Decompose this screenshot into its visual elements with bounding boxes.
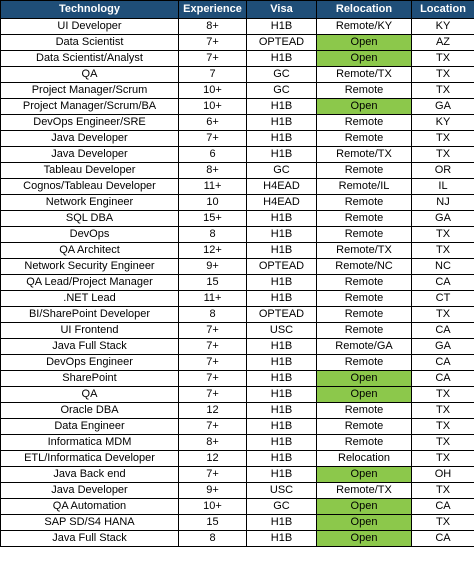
relocation-cell: Open — [317, 51, 412, 67]
location-cell: TX — [412, 515, 474, 531]
visa-cell: H1B — [247, 147, 317, 163]
relocation-cell: Open — [317, 515, 412, 531]
location-cell: TX — [412, 67, 474, 83]
visa-cell: H1B — [247, 387, 317, 403]
table-row — [1, 275, 474, 291]
technology-cell: Tableau Developer — [1, 163, 179, 179]
table-row — [1, 179, 474, 195]
experience-cell: 8+ — [179, 435, 247, 451]
relocation-cell: Remote/TX — [317, 243, 412, 259]
technology-cell: SQL DBA — [1, 211, 179, 227]
technology-cell: Java Full Stack — [1, 531, 179, 547]
visa-cell: H1B — [247, 355, 317, 371]
technology-cell: Java Developer — [1, 483, 179, 499]
technology-cell: QA — [1, 387, 179, 403]
location-cell: CA — [412, 323, 474, 339]
visa-cell: H4EAD — [247, 179, 317, 195]
relocation-cell: Remote — [317, 227, 412, 243]
relocation-cell: Remote/IL — [317, 179, 412, 195]
relocation-cell: Remote — [317, 435, 412, 451]
experience-cell: 7+ — [179, 371, 247, 387]
location-cell: AZ — [412, 35, 474, 51]
technology-cell: DevOps — [1, 227, 179, 243]
relocation-cell: Remote/GA — [317, 339, 412, 355]
visa-cell: OPTEAD — [247, 307, 317, 323]
table-row — [1, 163, 474, 179]
visa-cell: H1B — [247, 243, 317, 259]
table-row — [1, 435, 474, 451]
technology-cell: Data Scientist — [1, 35, 179, 51]
experience-cell: 8+ — [179, 163, 247, 179]
experience-cell: 6 — [179, 147, 247, 163]
header-technology: Technology — [1, 1, 179, 19]
location-cell: TX — [412, 147, 474, 163]
relocation-cell: Remote — [317, 163, 412, 179]
location-cell: GA — [412, 211, 474, 227]
experience-cell: 10+ — [179, 99, 247, 115]
visa-cell: USC — [247, 323, 317, 339]
visa-cell: H1B — [247, 435, 317, 451]
technology-cell: Data Scientist/Analyst — [1, 51, 179, 67]
technology-cell: Cognos/Tableau Developer — [1, 179, 179, 195]
experience-cell: 7+ — [179, 419, 247, 435]
relocation-cell: Remote — [317, 323, 412, 339]
visa-cell: H1B — [247, 515, 317, 531]
table-row — [1, 131, 474, 147]
experience-cell: 8 — [179, 227, 247, 243]
table-row — [1, 387, 474, 403]
visa-cell: H1B — [247, 99, 317, 115]
table-row — [1, 291, 474, 307]
table-row — [1, 419, 474, 435]
experience-cell: 15+ — [179, 211, 247, 227]
technology-cell: QA Lead/Project Manager — [1, 275, 179, 291]
header-row — [1, 1, 474, 19]
location-cell: OR — [412, 163, 474, 179]
visa-cell: H1B — [247, 51, 317, 67]
relocation-cell: Remote — [317, 355, 412, 371]
relocation-cell: Open — [317, 99, 412, 115]
visa-cell: H1B — [247, 19, 317, 35]
location-cell: TX — [412, 419, 474, 435]
relocation-cell: Open — [317, 531, 412, 547]
visa-cell: GC — [247, 83, 317, 99]
table-row — [1, 467, 474, 483]
technology-cell: QA — [1, 67, 179, 83]
experience-cell: 7+ — [179, 51, 247, 67]
experience-cell: 7+ — [179, 323, 247, 339]
experience-cell: 12 — [179, 451, 247, 467]
table-row — [1, 483, 474, 499]
location-cell: TX — [412, 403, 474, 419]
technology-cell: .NET Lead — [1, 291, 179, 307]
table-row — [1, 499, 474, 515]
experience-cell: 9+ — [179, 259, 247, 275]
location-cell: TX — [412, 243, 474, 259]
table-row — [1, 259, 474, 275]
experience-cell: 11+ — [179, 291, 247, 307]
location-cell: NJ — [412, 195, 474, 211]
table-row — [1, 371, 474, 387]
table-row — [1, 211, 474, 227]
location-cell: TX — [412, 51, 474, 67]
experience-cell: 7 — [179, 67, 247, 83]
location-cell: TX — [412, 483, 474, 499]
location-cell: TX — [412, 307, 474, 323]
header-location: Location — [412, 1, 474, 19]
experience-cell: 10+ — [179, 83, 247, 99]
technology-cell: SAP SD/S4 HANA — [1, 515, 179, 531]
table-row — [1, 307, 474, 323]
relocation-cell: Remote/TX — [317, 483, 412, 499]
table-row — [1, 531, 474, 547]
location-cell: GA — [412, 99, 474, 115]
experience-cell: 8 — [179, 307, 247, 323]
technology-cell: ETL/Informatica Developer — [1, 451, 179, 467]
table-row — [1, 51, 474, 67]
relocation-cell: Remote — [317, 291, 412, 307]
experience-cell: 6+ — [179, 115, 247, 131]
table-row — [1, 67, 474, 83]
relocation-cell: Open — [317, 35, 412, 51]
relocation-cell: Open — [317, 371, 412, 387]
visa-cell: H1B — [247, 531, 317, 547]
experience-cell: 12 — [179, 403, 247, 419]
table-row — [1, 515, 474, 531]
experience-cell: 7+ — [179, 131, 247, 147]
relocation-cell: Remote — [317, 115, 412, 131]
table-row — [1, 339, 474, 355]
visa-cell: H1B — [247, 371, 317, 387]
location-cell: OH — [412, 467, 474, 483]
table-row — [1, 451, 474, 467]
technology-cell: Java Back end — [1, 467, 179, 483]
visa-cell: H4EAD — [247, 195, 317, 211]
relocation-cell: Remote — [317, 211, 412, 227]
experience-cell: 10 — [179, 195, 247, 211]
experience-cell: 8+ — [179, 19, 247, 35]
visa-cell: H1B — [247, 467, 317, 483]
relocation-cell: Open — [317, 467, 412, 483]
location-cell: TX — [412, 227, 474, 243]
relocation-cell: Remote — [317, 403, 412, 419]
visa-cell: GC — [247, 163, 317, 179]
technology-cell: SharePoint — [1, 371, 179, 387]
technology-cell: UI Frontend — [1, 323, 179, 339]
location-cell: CA — [412, 371, 474, 387]
experience-cell: 8 — [179, 531, 247, 547]
table-row — [1, 243, 474, 259]
location-cell: TX — [412, 435, 474, 451]
experience-cell: 12+ — [179, 243, 247, 259]
relocation-cell: Open — [317, 387, 412, 403]
relocation-cell: Remote — [317, 419, 412, 435]
experience-cell: 9+ — [179, 483, 247, 499]
experience-cell: 7+ — [179, 355, 247, 371]
experience-cell: 7+ — [179, 387, 247, 403]
technology-cell: Oracle DBA — [1, 403, 179, 419]
table-row — [1, 323, 474, 339]
location-cell: IL — [412, 179, 474, 195]
location-cell: CA — [412, 499, 474, 515]
relocation-cell: Open — [317, 499, 412, 515]
technology-cell: DevOps Engineer — [1, 355, 179, 371]
experience-cell: 15 — [179, 515, 247, 531]
relocation-cell: Remote — [317, 307, 412, 323]
visa-cell: H1B — [247, 131, 317, 147]
relocation-cell: Remote/TX — [317, 67, 412, 83]
table-body — [1, 19, 474, 547]
visa-cell: OPTEAD — [247, 35, 317, 51]
location-cell: TX — [412, 131, 474, 147]
technology-cell: Project Manager/Scrum — [1, 83, 179, 99]
visa-cell: GC — [247, 499, 317, 515]
location-cell: CA — [412, 355, 474, 371]
location-cell: TX — [412, 387, 474, 403]
visa-cell: H1B — [247, 291, 317, 307]
table-row — [1, 35, 474, 51]
technology-cell: Java Developer — [1, 147, 179, 163]
visa-cell: GC — [247, 67, 317, 83]
technology-cell: Java Full Stack — [1, 339, 179, 355]
technology-cell: BI/SharePoint Developer — [1, 307, 179, 323]
table-row — [1, 83, 474, 99]
relocation-cell: Remote — [317, 131, 412, 147]
technology-cell: QA Automation — [1, 499, 179, 515]
location-cell: CT — [412, 291, 474, 307]
technology-cell: Data Engineer — [1, 419, 179, 435]
location-cell: KY — [412, 19, 474, 35]
table-row — [1, 99, 474, 115]
table-row — [1, 403, 474, 419]
visa-cell: USC — [247, 483, 317, 499]
visa-cell: H1B — [247, 227, 317, 243]
location-cell: TX — [412, 451, 474, 467]
location-cell: GA — [412, 339, 474, 355]
location-cell: TX — [412, 83, 474, 99]
relocation-cell: Remote/NC — [317, 259, 412, 275]
location-cell: CA — [412, 531, 474, 547]
technology-cell: Network Security Engineer — [1, 259, 179, 275]
technology-cell: UI Developer — [1, 19, 179, 35]
table-row — [1, 227, 474, 243]
technology-cell: Project Manager/Scrum/BA — [1, 99, 179, 115]
technology-cell: Java Developer — [1, 131, 179, 147]
experience-cell: 7+ — [179, 339, 247, 355]
technology-cell: Network Engineer — [1, 195, 179, 211]
visa-cell: H1B — [247, 339, 317, 355]
experience-cell: 7+ — [179, 467, 247, 483]
experience-cell: 15 — [179, 275, 247, 291]
relocation-cell: Relocation — [317, 451, 412, 467]
technology-cell: QA Architect — [1, 243, 179, 259]
location-cell: KY — [412, 115, 474, 131]
visa-cell: H1B — [247, 275, 317, 291]
experience-cell: 7+ — [179, 35, 247, 51]
visa-cell: H1B — [247, 451, 317, 467]
table-row — [1, 19, 474, 35]
relocation-cell: Remote/KY — [317, 19, 412, 35]
technology-cell: DevOps Engineer/SRE — [1, 115, 179, 131]
visa-cell: H1B — [247, 403, 317, 419]
experience-cell: 10+ — [179, 499, 247, 515]
technology-cell: Informatica MDM — [1, 435, 179, 451]
table-row — [1, 195, 474, 211]
visa-cell: H1B — [247, 115, 317, 131]
visa-cell: H1B — [247, 211, 317, 227]
table-row — [1, 355, 474, 371]
relocation-cell: Remote — [317, 275, 412, 291]
header-relocation: Relocation — [317, 1, 412, 19]
experience-cell: 11+ — [179, 179, 247, 195]
relocation-cell: Remote/TX — [317, 147, 412, 163]
table-row — [1, 115, 474, 131]
visa-cell: OPTEAD — [247, 259, 317, 275]
table-row — [1, 147, 474, 163]
visa-cell: H1B — [247, 419, 317, 435]
header-visa: Visa — [247, 1, 317, 19]
location-cell: CA — [412, 275, 474, 291]
relocation-cell: Remote — [317, 195, 412, 211]
header-experience: Experience — [179, 1, 247, 19]
location-cell: NC — [412, 259, 474, 275]
relocation-cell: Remote — [317, 83, 412, 99]
